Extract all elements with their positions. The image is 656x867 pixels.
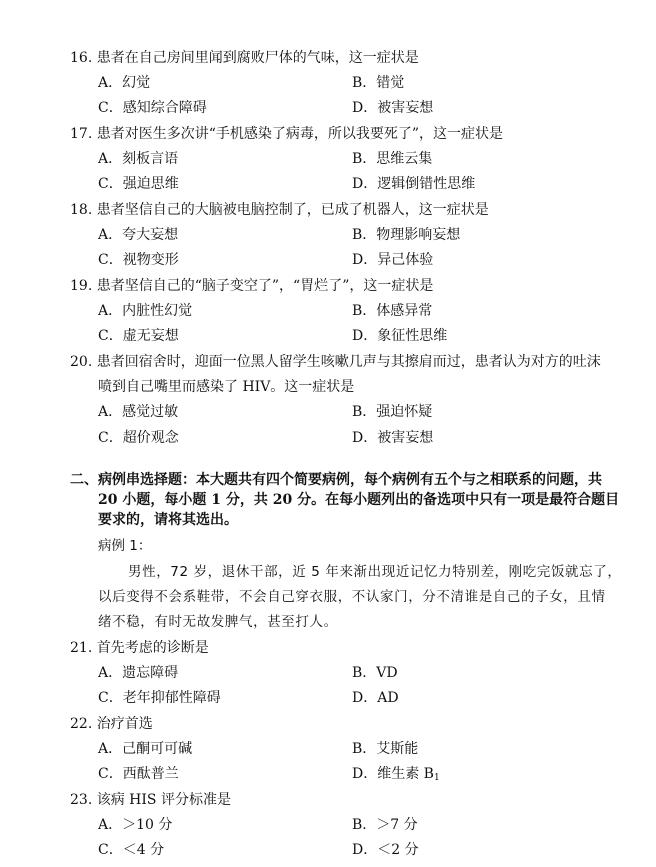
question-19-option-c: C．虚无妄想 (98, 328, 179, 344)
question-17-option-c: C．强迫思维 (98, 176, 179, 192)
question-19-option-d: D．象征性思维 (352, 328, 448, 344)
question-22-stem: 22. 治疗首选 (70, 716, 153, 732)
question-17-stem: 17. 患者对医生多次讲“手机感染了病毒，所以我要死了”，这一症状是 (70, 126, 504, 142)
question-20-option-d: D．被害妄想 (352, 430, 434, 446)
question-22-option-d: D．维生素 $B_1$ (352, 766, 440, 783)
section-2-heading: 二、病例串选择题：本大题共有四个简要病例，每个病例有五个与之相联系的问题，共 (70, 472, 602, 488)
question-19-option-b: B．体感异常 (352, 303, 433, 319)
case-1-text-line2: 以后变得不会系鞋带，不会自己穿衣服，不认家门，分不清谁是自己的子女，且情 (98, 589, 606, 605)
question-16-option-a: A．幻觉 (98, 75, 151, 91)
question-19-stem: 19. 患者坚信自己的“脑子变空了”，“胃烂了”，这一症状是 (70, 278, 434, 294)
case-1-text-line1: 男性，72 岁，退休干部，近 5 年来渐出现近记忆力特别差，刚吃完饭就忘了， (128, 564, 622, 580)
question-23-option-a: A．＞10 分 (98, 817, 173, 833)
question-20-stem-continued: 喷到自己嘴里而感染了 HIV。这一症状是 (98, 379, 355, 395)
question-17-option-b: B．思维云集 (352, 151, 433, 167)
question-20-stem: 20. 患者回宿舍时，迎面一位黑人留学生咳嗽几声与其擦肩而过，患者认为对方的吐沫 (70, 354, 601, 370)
question-22-option-b: B．艾斯能 (352, 741, 419, 757)
question-23-option-c: C．＜4 分 (98, 842, 165, 858)
section-2-heading-line3: 要求的，请将其选出。 (98, 512, 238, 528)
question-19-option-a: A．内脏性幻觉 (98, 303, 193, 319)
question-16-option-b: B．错觉 (352, 75, 405, 91)
question-23-option-d: D．＜2 分 (352, 842, 419, 858)
question-23-option-b: B．＞7 分 (352, 817, 418, 833)
question-20-option-b: B．强迫怀疑 (352, 404, 433, 420)
question-21-option-c: C．老年抑郁性障碍 (98, 690, 221, 706)
question-18-option-d: D．异己体验 (352, 252, 434, 268)
question-22-option-a: A．己酮可可碱 (98, 741, 193, 757)
case-1-text-line3: 绪不稳，有时无故发脾气，甚至打人。 (98, 614, 338, 630)
question-20-option-a: A．感觉过敏 (98, 404, 179, 420)
question-17-option-a: A．刻板言语 (98, 151, 179, 167)
question-22-option-c: C．西酞普兰 (98, 766, 179, 782)
question-18-option-c: C．视物变形 (98, 252, 179, 268)
question-16-stem: 16. 患者在自己房间里闻到腐败尸体的气味，这一症状是 (70, 50, 419, 66)
question-16-option-c: C．感知综合障碍 (98, 100, 207, 116)
question-21-option-d: D．AD (352, 690, 399, 706)
question-17-option-d: D．逻辑倒错性思维 (352, 176, 476, 192)
question-18-option-b: B．物理影响妄想 (352, 227, 461, 243)
question-23-stem: 23. 该病 HIS 评分标准是 (70, 792, 231, 808)
question-16-option-d: D．被害妄想 (352, 100, 434, 116)
question-21-option-b: B．VD (352, 665, 398, 681)
question-21-option-a: A．遗忘障碍 (98, 665, 179, 681)
case-1-label: 病例 1： (98, 538, 152, 554)
question-18-stem: 18. 患者坚信自己的大脑被电脑控制了，已成了机器人，这一症状是 (70, 202, 489, 218)
question-21-stem: 21. 首先考虑的诊断是 (70, 640, 209, 656)
question-20-option-c: C．超价观念 (98, 430, 179, 446)
question-18-option-a: A．夸大妄想 (98, 227, 179, 243)
section-2-heading-line2: 20 小题，每小题 1 分，共 20 分。在每小题列出的备选项中只有一项是最符合题目 (98, 492, 620, 508)
